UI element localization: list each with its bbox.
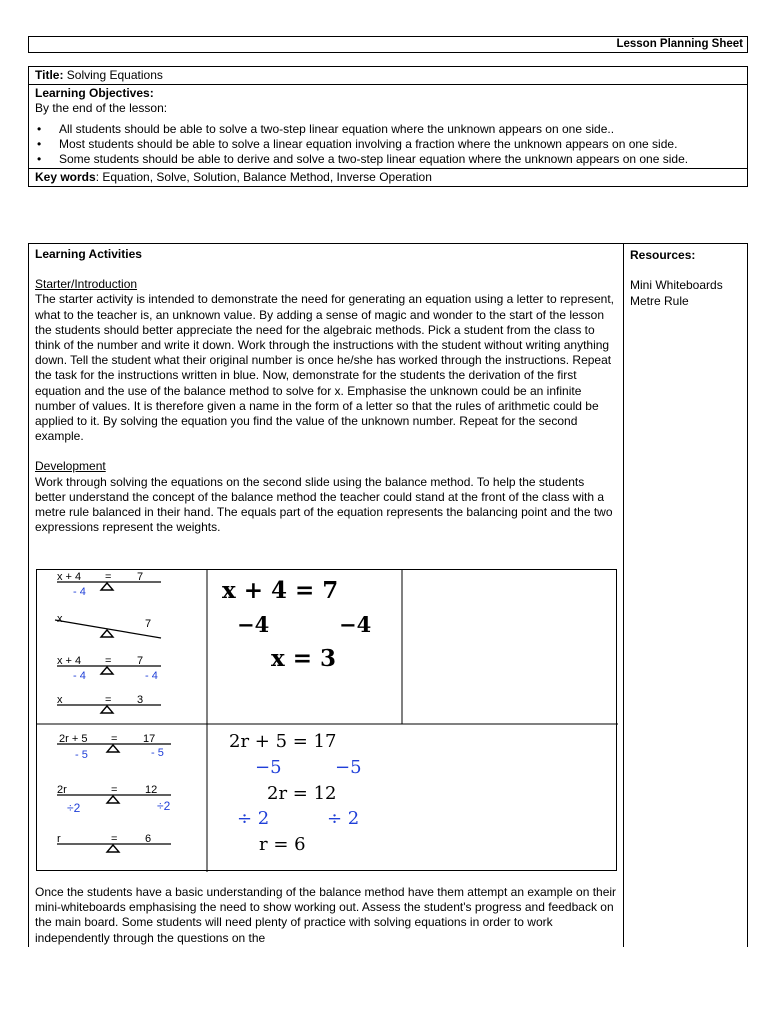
- balance-right: 7: [137, 655, 144, 667]
- closing-text: Once the students have a basic understanding of the balance method have them attempt an example on their mini-whiteboards emphasising the need to show working out. Assess the student's progress and feedback on the main board. Some students will need plenty of practice with solving equations in order to work independently through the questions on the: [35, 885, 617, 945]
- operation: −4: [237, 612, 270, 637]
- development-text: Work through solving the equations on the second slide using the balance method. To help the students better understand the concept of the balance method the teacher could stand at the front of the class with a metre rule balanced in their hand. The equals part of the equation represents the balancing point and the two expressions represent the weights.: [35, 474, 613, 535]
- balance-left: 2r + 5: [59, 733, 88, 745]
- balance-right: 12: [145, 784, 158, 796]
- balance-right: 17: [143, 733, 156, 745]
- balance-left: x: [57, 694, 63, 706]
- objectives-intro: By the end of the lesson:: [35, 101, 168, 115]
- balance-eq: =: [105, 694, 112, 706]
- balance-eq: =: [111, 784, 118, 796]
- operation: −5: [335, 757, 362, 778]
- balance-6: [57, 784, 171, 815]
- starter-heading: Starter/Introduction: [35, 277, 138, 292]
- balance-2-tilted: [55, 613, 161, 638]
- balance-op-left: - 5: [75, 749, 88, 761]
- resources-column: [624, 244, 747, 312]
- balance-1: [57, 571, 161, 598]
- balance-left: r: [57, 833, 61, 845]
- equation: 2r = 12: [267, 783, 337, 804]
- operation: −4: [339, 612, 372, 637]
- objective-item: • All students should be able to solve a two-step linear equation where the unknown appears on one side..: [35, 122, 741, 137]
- development-heading: Development: [35, 459, 106, 474]
- resources-heading: Resources:: [630, 248, 696, 262]
- balance-op-right: - 5: [151, 747, 164, 759]
- operation: −5: [255, 757, 282, 778]
- balance-right: 3: [137, 694, 144, 706]
- activities-heading: Learning Activities: [35, 247, 142, 261]
- balance-3: [57, 655, 161, 682]
- starter-text: The starter activity is intended to demonstrate the need for generating an equation using a letter to represent, what to the teacher is, an unknown value. By adding a sense of magic and wonder to the start of the lesson the students should better appreciate the need for the algebraic methods. Pick a student from the class to think of the number and write it down. Work through the instructions with the student without writing anything down. Tell the student what their original number is once he/she has worked through the instructions. Repeat the task for the instructions written in blue. Now, demonstrate for the students the derivation of the first equation and the use of the balance method to solve for x. Emphasise the unknown could be an infinite number of values. It is therefore given a name in the form of a letter so that the rules of arithmetic could be applied to it. By solving the equation you find the value of the unknown number. Repeat for the second example.: [35, 292, 615, 444]
- resource-item: Metre Rule: [630, 294, 689, 308]
- equation: x + 4 = 7: [222, 577, 339, 604]
- keywords-row: [29, 169, 747, 186]
- balance-eq: =: [111, 733, 118, 745]
- balance-eq: =: [105, 655, 112, 667]
- title-row: [29, 67, 747, 85]
- balance-op-left: - 4: [73, 670, 86, 682]
- balance-5: [57, 733, 171, 761]
- balance-eq: =: [111, 833, 118, 845]
- objectives-row: [29, 85, 747, 169]
- balance-left: x + 4: [57, 571, 82, 583]
- keywords-value: : Equation, Solve, Solution, Balance Method, Inverse Operation: [95, 170, 432, 184]
- balance-op-right: - 4: [145, 670, 158, 682]
- balance-left: x + 4: [57, 655, 82, 667]
- objective-item: • Most students should be able to solve a linear equation involving a fraction where the unknown appears on one side.: [35, 137, 741, 152]
- title-label: Title:: [35, 68, 64, 82]
- objectives-list: [35, 122, 741, 167]
- balance-op-right: ÷2: [157, 799, 171, 813]
- balance-method-diagram: [36, 569, 617, 871]
- activities-table: [28, 243, 748, 947]
- objectives-label: Learning Objectives:: [35, 86, 154, 100]
- balance-left: x: [57, 613, 63, 625]
- sheet-header: Lesson Planning Sheet: [28, 36, 748, 53]
- learning-activities-column: [29, 244, 624, 947]
- balance-op: - 4: [73, 586, 86, 598]
- equation: x = 3: [271, 645, 337, 672]
- balance-right: 7: [145, 618, 152, 630]
- balance-op-left: ÷2: [67, 801, 81, 815]
- equation-steps-1: [222, 577, 371, 672]
- equation-steps-2: [229, 731, 362, 855]
- operation: ÷ 2: [237, 808, 270, 829]
- equation: r = 6: [259, 834, 306, 855]
- title-value: Solving Equations: [66, 68, 163, 82]
- balance-right: 7: [137, 571, 144, 583]
- balance-eq: =: [105, 571, 112, 583]
- keywords-label: Key words: [35, 170, 96, 184]
- balance-left: 2r: [57, 784, 67, 796]
- balance-4: [57, 694, 161, 713]
- resource-item: Mini Whiteboards: [630, 278, 723, 292]
- objective-item: • Some students should be able to derive and solve a two-step linear equation where the unknown appears on one side.: [35, 152, 741, 167]
- balance-right: 6: [145, 833, 152, 845]
- balance-7: [57, 833, 171, 852]
- equation: 2r + 5 = 17: [229, 731, 337, 752]
- operation: ÷ 2: [327, 808, 360, 829]
- lesson-overview-table: [28, 66, 748, 187]
